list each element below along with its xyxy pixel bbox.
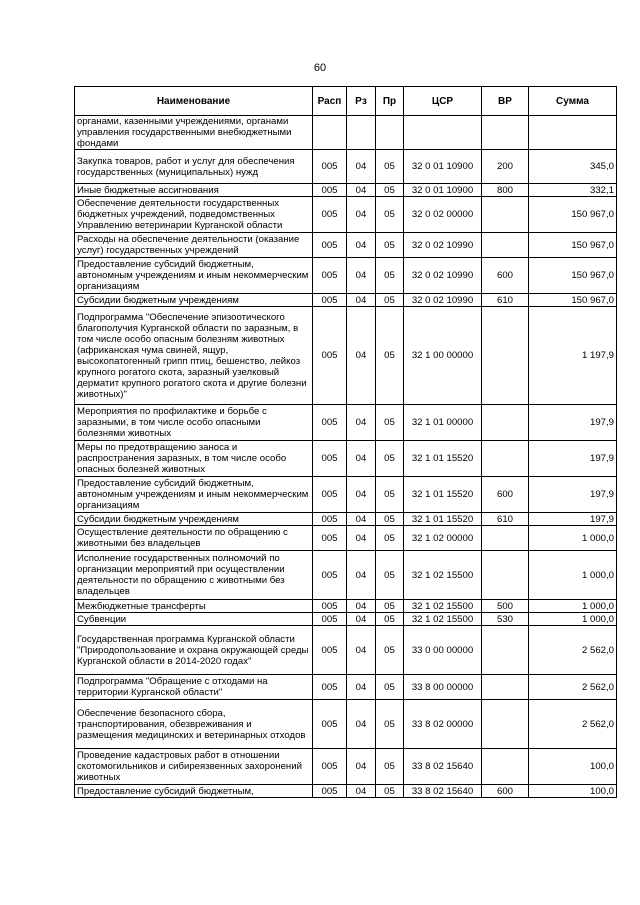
table-row xyxy=(75,150,617,184)
cell-sum: 2 562,0 xyxy=(529,675,617,700)
cell-pr: 05 xyxy=(376,626,404,675)
cell-vr: 610 xyxy=(482,513,529,526)
cell-rz: 04 xyxy=(347,600,376,613)
cell-rasp: 005 xyxy=(313,785,347,798)
cell-rasp: 005 xyxy=(313,258,347,294)
cell-sum: 150 967,0 xyxy=(529,294,617,307)
cell-csr: 33 0 00 00000 xyxy=(404,626,482,675)
cell-rasp: 005 xyxy=(313,675,347,700)
cell-name: Закупка товаров, работ и услуг для обеспечения государственных (муниципальных) нужд xyxy=(75,150,313,184)
cell-sum: 197,9 xyxy=(529,441,617,477)
table-row xyxy=(75,700,617,749)
cell-csr: 33 8 00 00000 xyxy=(404,675,482,700)
cell-vr xyxy=(482,675,529,700)
column-header-rz: Рз xyxy=(347,87,376,116)
cell-rasp: 005 xyxy=(313,441,347,477)
cell-vr xyxy=(482,233,529,258)
table-row xyxy=(75,441,617,477)
cell-pr: 05 xyxy=(376,307,404,405)
cell-csr: 32 1 02 15500 xyxy=(404,551,482,600)
table-row xyxy=(75,626,617,675)
cell-name: Субвенции xyxy=(75,613,313,626)
cell-vr xyxy=(482,197,529,233)
cell-csr: 32 1 00 00000 xyxy=(404,307,482,405)
cell-vr xyxy=(482,749,529,785)
cell-rz: 04 xyxy=(347,477,376,513)
table-row xyxy=(75,116,617,150)
cell-rasp: 005 xyxy=(313,626,347,675)
cell-name: Государственная программа Курганской области "Природопользование и охрана окружающей среды Курганской области в 2014-2020 годах" xyxy=(75,626,313,675)
cell-csr: 32 1 01 15520 xyxy=(404,441,482,477)
cell-rasp: 005 xyxy=(313,184,347,197)
cell-csr: 32 1 02 00000 xyxy=(404,526,482,551)
cell-rz: 04 xyxy=(347,613,376,626)
cell-vr xyxy=(482,116,529,150)
cell-csr: 32 0 02 10990 xyxy=(404,294,482,307)
cell-sum: 150 967,0 xyxy=(529,233,617,258)
cell-rz: 04 xyxy=(347,233,376,258)
cell-rasp: 005 xyxy=(313,613,347,626)
cell-rz: 04 xyxy=(347,294,376,307)
cell-pr xyxy=(376,116,404,150)
cell-rasp: 005 xyxy=(313,477,347,513)
table-row xyxy=(75,233,617,258)
column-header-vr: ВР xyxy=(482,87,529,116)
cell-vr xyxy=(482,405,529,441)
cell-name: Подпрограмма "Обеспечение эпизоотического благополучия Курганской области по заразным, в том числе особо опасным болезням животных (африканская чума свиней, ящур, высокопатогенный грипп птиц, бешенство, лейкоз крупного рогатого скота, заразный узелковый дерматит крупного рогатого скота и другие болезни животных)" xyxy=(75,307,313,405)
cell-vr: 600 xyxy=(482,258,529,294)
cell-rz: 04 xyxy=(347,526,376,551)
cell-rasp: 005 xyxy=(313,197,347,233)
column-header-csr: ЦСР xyxy=(404,87,482,116)
table-row xyxy=(75,294,617,307)
column-header-pr: Пр xyxy=(376,87,404,116)
table-row xyxy=(75,477,617,513)
cell-csr: 32 0 02 10990 xyxy=(404,233,482,258)
table-row xyxy=(75,197,617,233)
cell-name: Подпрограмма "Обращение с отходами на территории Курганской области" xyxy=(75,675,313,700)
cell-rz xyxy=(347,116,376,150)
cell-rz: 04 xyxy=(347,150,376,184)
cell-rz: 04 xyxy=(347,626,376,675)
cell-name: Мероприятия по профилактике и борьбе с заразными, в том числе особо опасными болезнями животных xyxy=(75,405,313,441)
table-row xyxy=(75,526,617,551)
cell-pr: 05 xyxy=(376,405,404,441)
cell-pr: 05 xyxy=(376,258,404,294)
cell-name: органами, казенными учреждениями, органами управления государственными внебюджетными фондами xyxy=(75,116,313,150)
cell-sum: 1 000,0 xyxy=(529,613,617,626)
cell-name: Меры по предотвращению заноса и распространения заразных, в том числе особо опасных болезней животных xyxy=(75,441,313,477)
column-header-name: Наименование xyxy=(75,87,313,116)
cell-csr xyxy=(404,116,482,150)
table-row xyxy=(75,258,617,294)
cell-sum: 100,0 xyxy=(529,749,617,785)
cell-sum: 1 000,0 xyxy=(529,600,617,613)
cell-pr: 05 xyxy=(376,197,404,233)
cell-csr: 33 8 02 15640 xyxy=(404,749,482,785)
page-number: 60 xyxy=(313,62,327,74)
cell-name: Проведение кадастровых работ в отношении скотомогильников и сибиреязвенных захоронений животных xyxy=(75,749,313,785)
cell-rasp xyxy=(313,116,347,150)
cell-csr: 32 1 01 00000 xyxy=(404,405,482,441)
cell-name: Обеспечение деятельности государственных бюджетных учреждений, подведомственных Управлению ветеринарии Курганской области xyxy=(75,197,313,233)
cell-csr: 33 8 02 15640 xyxy=(404,785,482,798)
cell-sum: 2 562,0 xyxy=(529,626,617,675)
cell-pr: 05 xyxy=(376,233,404,258)
cell-csr: 33 8 02 00000 xyxy=(404,700,482,749)
table-row xyxy=(75,613,617,626)
cell-rz: 04 xyxy=(347,700,376,749)
table-row xyxy=(75,600,617,613)
cell-vr: 610 xyxy=(482,294,529,307)
cell-pr: 05 xyxy=(376,526,404,551)
cell-pr: 05 xyxy=(376,749,404,785)
cell-rasp: 005 xyxy=(313,233,347,258)
cell-name: Субсидии бюджетным учреждениям xyxy=(75,513,313,526)
cell-sum: 332,1 xyxy=(529,184,617,197)
table-row xyxy=(75,307,617,405)
cell-csr: 32 1 01 15520 xyxy=(404,477,482,513)
cell-vr: 800 xyxy=(482,184,529,197)
cell-vr xyxy=(482,700,529,749)
cell-sum: 150 967,0 xyxy=(529,258,617,294)
cell-rz: 04 xyxy=(347,749,376,785)
cell-csr: 32 1 02 15500 xyxy=(404,613,482,626)
cell-vr xyxy=(482,526,529,551)
cell-vr xyxy=(482,626,529,675)
cell-csr: 32 0 02 00000 xyxy=(404,197,482,233)
cell-vr: 600 xyxy=(482,477,529,513)
cell-rz: 04 xyxy=(347,184,376,197)
cell-sum: 150 967,0 xyxy=(529,197,617,233)
cell-sum: 345,0 xyxy=(529,150,617,184)
cell-name: Исполнение государственных полномочий по организации мероприятий при осуществлении деятельности по обращению с животными без владельцев xyxy=(75,551,313,600)
cell-vr: 200 xyxy=(482,150,529,184)
cell-name: Субсидии бюджетным учреждениям xyxy=(75,294,313,307)
cell-csr: 32 1 02 15500 xyxy=(404,600,482,613)
table-row xyxy=(75,675,617,700)
cell-pr: 05 xyxy=(376,513,404,526)
cell-rasp: 005 xyxy=(313,749,347,785)
cell-rz: 04 xyxy=(347,258,376,294)
cell-rasp: 005 xyxy=(313,294,347,307)
cell-rz: 04 xyxy=(347,405,376,441)
cell-pr: 05 xyxy=(376,700,404,749)
cell-name: Межбюджетные трансферты xyxy=(75,600,313,613)
cell-rz: 04 xyxy=(347,785,376,798)
cell-rasp: 005 xyxy=(313,307,347,405)
cell-name: Расходы на обеспечение деятельности (оказание услуг) государственных учреждений xyxy=(75,233,313,258)
table-row xyxy=(75,405,617,441)
cell-name: Осуществление деятельности по обращению с животными без владельцев xyxy=(75,526,313,551)
cell-pr: 05 xyxy=(376,441,404,477)
cell-pr: 05 xyxy=(376,785,404,798)
cell-sum xyxy=(529,116,617,150)
cell-rasp: 005 xyxy=(313,513,347,526)
cell-sum: 1 000,0 xyxy=(529,551,617,600)
budget-table xyxy=(74,86,617,798)
cell-pr: 05 xyxy=(376,613,404,626)
cell-sum: 1 000,0 xyxy=(529,526,617,551)
cell-csr: 32 0 02 10990 xyxy=(404,258,482,294)
cell-rasp: 005 xyxy=(313,150,347,184)
cell-pr: 05 xyxy=(376,477,404,513)
table-row xyxy=(75,513,617,526)
cell-sum: 197,9 xyxy=(529,513,617,526)
cell-rasp: 005 xyxy=(313,551,347,600)
cell-rasp: 005 xyxy=(313,405,347,441)
cell-pr: 05 xyxy=(376,600,404,613)
cell-rz: 04 xyxy=(347,513,376,526)
cell-name: Обеспечение безопасного сбора, транспортирования, обезвреживания и размещения медицинских и ветеринарных отходов xyxy=(75,700,313,749)
cell-vr xyxy=(482,307,529,405)
column-header-rasp: Расп xyxy=(313,87,347,116)
cell-name: Иные бюджетные ассигнования xyxy=(75,184,313,197)
table-body xyxy=(75,116,617,798)
cell-sum: 100,0 xyxy=(529,785,617,798)
cell-name: Предоставление субсидий бюджетным, xyxy=(75,785,313,798)
table-row xyxy=(75,184,617,197)
table-row xyxy=(75,551,617,600)
cell-sum: 197,9 xyxy=(529,477,617,513)
cell-pr: 05 xyxy=(376,294,404,307)
cell-vr: 500 xyxy=(482,600,529,613)
cell-sum: 1 197,9 xyxy=(529,307,617,405)
table-row xyxy=(75,749,617,785)
column-header-sum: Сумма xyxy=(529,87,617,116)
cell-rasp: 005 xyxy=(313,600,347,613)
cell-rz: 04 xyxy=(347,551,376,600)
cell-rz: 04 xyxy=(347,307,376,405)
cell-pr: 05 xyxy=(376,150,404,184)
cell-rasp: 005 xyxy=(313,700,347,749)
cell-rz: 04 xyxy=(347,197,376,233)
cell-name: Предоставление субсидий бюджетным, автономным учреждениям и иным некоммерческим организациям xyxy=(75,258,313,294)
table-header-row xyxy=(75,87,617,116)
cell-vr: 530 xyxy=(482,613,529,626)
cell-csr: 32 0 01 10900 xyxy=(404,184,482,197)
cell-rasp: 005 xyxy=(313,526,347,551)
cell-rz: 04 xyxy=(347,675,376,700)
table-row xyxy=(75,785,617,798)
cell-sum: 197,9 xyxy=(529,405,617,441)
cell-vr xyxy=(482,441,529,477)
cell-sum: 2 562,0 xyxy=(529,700,617,749)
cell-name: Предоставление субсидий бюджетным, автономным учреждениям и иным некоммерческим организациям xyxy=(75,477,313,513)
cell-vr: 600 xyxy=(482,785,529,798)
cell-pr: 05 xyxy=(376,675,404,700)
cell-csr: 32 0 01 10900 xyxy=(404,150,482,184)
cell-csr: 32 1 01 15520 xyxy=(404,513,482,526)
cell-rz: 04 xyxy=(347,441,376,477)
cell-vr xyxy=(482,551,529,600)
cell-pr: 05 xyxy=(376,184,404,197)
cell-pr: 05 xyxy=(376,551,404,600)
